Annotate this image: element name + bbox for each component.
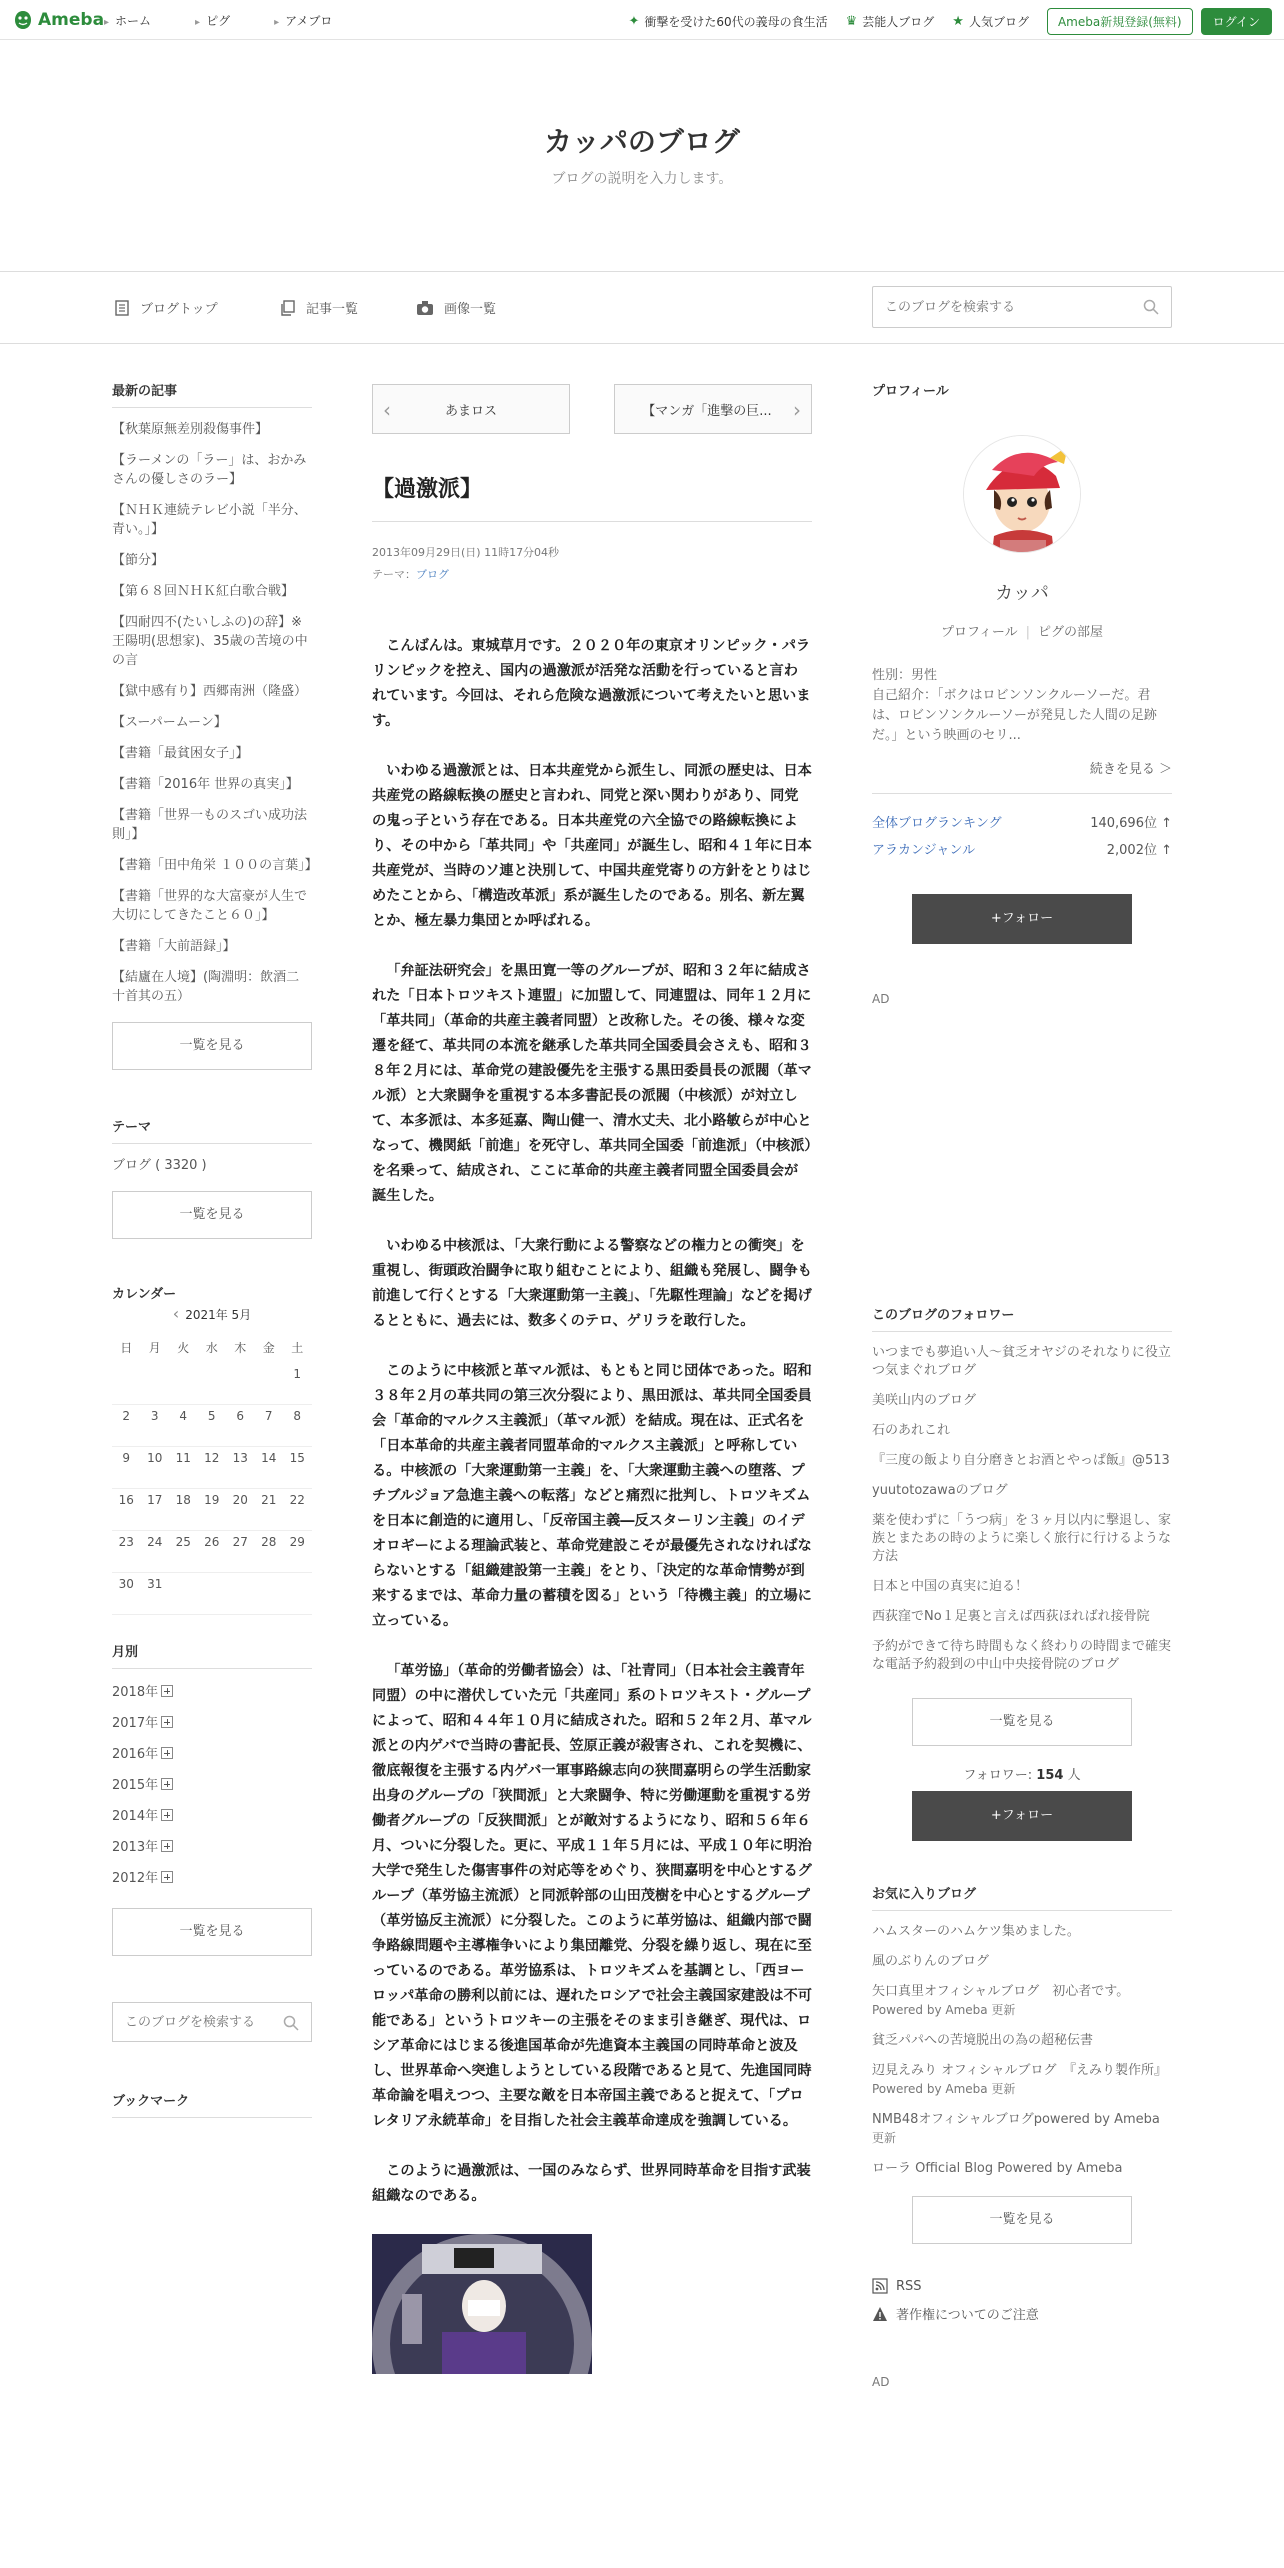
expand-plus-icon[interactable]: [161, 1778, 173, 1790]
archive-year-label: 2018年: [112, 1685, 159, 1700]
nav-home[interactable]: ▸ ホーム: [104, 14, 152, 28]
recent-entry-link[interactable]: 【四耐四不(たいしふの)の辞】※ 王陽明(思想家)、35歳の苦境の中の言: [112, 615, 316, 668]
favorite-blog-title: 矢口真里オフィシャルブログ 初心者です。: [872, 1984, 1130, 1999]
calendar-day: 26: [204, 1535, 220, 1549]
profile-links: [872, 621, 1172, 640]
sidebar-search-input[interactable]: [113, 2003, 311, 2041]
theme-item[interactable]: ブログ ( 3320 ): [112, 1158, 207, 1173]
calendar-day: 11: [175, 1451, 191, 1465]
expand-plus-icon[interactable]: [161, 1809, 173, 1821]
recent-entry-link[interactable]: 【ＮＨＫ連続テレビ小説「半分、青い。」】: [112, 503, 307, 537]
archive-year-label: 2012年: [112, 1871, 159, 1886]
copyright-notice-link[interactable]: 著作権についてのご注意: [872, 2304, 1172, 2323]
entry-paragraph: いわゆる過激派とは、日本共産党から派生し、同派の歴史は、日本共産党の路線転換の歴史と言われ、同党と深い関わりがあり、同党の鬼っ子という存在である。日本共産党の六全協での路線転換により、その中から「革共同」や「共産同」が誕生し、昭和４１年に日本共産党が、当時のソ連と決別して、中国共産党寄りの方針をとりはじめたことから、「構造改革派」系が誕生したのである。別名、新左翼とか、極左暴力集団とか呼ばれる。: [372, 763, 812, 929]
bookmark-heading: ブックマーク: [112, 2090, 312, 2118]
chevron-right-icon: ▸: [195, 17, 201, 28]
blog-title[interactable]: カッパのブログ: [544, 125, 740, 158]
entry-image[interactable]: [372, 2234, 592, 2374]
ameba-logo[interactable]: [12, 9, 104, 31]
blog-nav: [0, 272, 1284, 344]
archive-year-label: 2016年: [112, 1747, 159, 1762]
favorite-blog-updated: Powered by Ameba 更新: [872, 2003, 1016, 2017]
chevron-right-icon: ›: [793, 398, 801, 422]
header-links: [628, 8, 1272, 35]
calendar-day: 4: [179, 1409, 188, 1423]
followers-more-button[interactable]: 一覧を見る: [912, 1698, 1132, 1746]
recent-entry-link[interactable]: 【スーパームーン】: [112, 715, 227, 730]
search-icon[interactable]: [283, 2015, 299, 2031]
calendar-day: 18: [175, 1493, 191, 1507]
calendar-day: 31: [147, 1577, 163, 1591]
recent-entry-link[interactable]: 【書籍「2016年 世界の真実」】: [112, 777, 299, 792]
favorite-blog-item[interactable]: [872, 1923, 1172, 1941]
calendar-day: 5: [207, 1409, 216, 1423]
recent-entry-link[interactable]: 【書籍「世界的な大富豪が人生で大切にしてきたこと６０」】: [112, 889, 308, 923]
calendar-day: 15: [289, 1451, 305, 1465]
favorite-blog-title: 貧乏パパへの苦境脱出の為の超秘伝書: [872, 2033, 1094, 2048]
popular-blog-link[interactable]: ★ 人気ブログ: [952, 14, 1029, 29]
follower-blog-link[interactable]: 『三度の飯より自分磨きとお酒とやっぱ飯』@513: [872, 1453, 1170, 1468]
favorite-blog-item[interactable]: [872, 2062, 1172, 2099]
crown-icon: ♛: [845, 14, 858, 29]
calendar-week-row: [112, 1531, 312, 1573]
rss-link[interactable]: RSS: [872, 2278, 1172, 2294]
theme-more-button[interactable]: 一覧を見る: [112, 1191, 312, 1239]
theme-heading: テーマ: [112, 1116, 312, 1144]
archive-year-item[interactable]: [112, 1805, 312, 1824]
follower-blog-link[interactable]: 美咲山内のブログ: [872, 1393, 977, 1408]
follower-blog-link[interactable]: 西荻窪でNo１足裏と言えば西荻ほればれ接骨院: [872, 1609, 1150, 1624]
calendar-weekday: 月: [148, 1341, 161, 1355]
ranking-row: [872, 839, 1172, 858]
calendar-day: 27: [232, 1535, 248, 1549]
calendar-day: 9: [122, 1451, 131, 1465]
calendar-day: 23: [118, 1535, 134, 1549]
entry-theme: テーマ：ブログ: [372, 568, 449, 581]
calendar-week-row: [112, 1489, 312, 1531]
theme-link[interactable]: ブログ: [416, 568, 449, 581]
blog-header: [0, 40, 1284, 272]
archive-list: [112, 1681, 312, 1886]
ranking-list: [872, 812, 1172, 858]
favorite-blog-title: ローラ Official Blog Powered by Ameba: [872, 2161, 1123, 2176]
archive-year-item[interactable]: [112, 1712, 312, 1731]
calendar-weekday: 水: [205, 1341, 218, 1355]
entry-title: 【過激派】: [372, 472, 812, 522]
entry-pager: [372, 384, 812, 434]
calendar: [112, 1304, 312, 1615]
profile-continue-link[interactable]: 続きを見る ＞: [872, 758, 1172, 794]
calendar-week-row: [112, 1573, 312, 1615]
favorite-blog-updated: Powered by Ameba 更新: [872, 2082, 1016, 2096]
rss-icon: [872, 2278, 888, 2294]
entry-body: [372, 634, 812, 2209]
calendar-grid: [112, 1335, 312, 1615]
follower-blog-link[interactable]: yuutotozawaのブログ: [872, 1483, 1008, 1498]
recent-entries-heading: 最新の記事: [112, 380, 312, 408]
recent-entry-link[interactable]: 【書籍「田中角栄 １００の言葉」】: [112, 858, 318, 873]
calendar-day: 3: [150, 1409, 159, 1423]
ad-label: AD: [872, 992, 890, 1006]
expand-plus-icon[interactable]: [161, 1747, 173, 1759]
nav-pigg[interactable]: ▸ ピグ: [195, 14, 231, 28]
login-button[interactable]: ログイン: [1201, 8, 1272, 35]
ranking-name-link[interactable]: アラカンジャンル: [872, 843, 976, 858]
blog-top-link[interactable]: ブログトップ: [114, 298, 218, 317]
trend-link[interactable]: ✦ 衝撃を受けた60代の義母の食生活: [628, 14, 828, 29]
calendar-month: ‹ 2021年 5月: [172, 1304, 252, 1323]
archive-year-item[interactable]: [112, 1774, 312, 1793]
document-icon: [114, 300, 130, 316]
follower-blog-link[interactable]: いつまでも夢追い人～貧乏オヤジのそれなりに役立つ気まぐれブログ: [872, 1345, 1171, 1378]
profile-intro: 自己紹介：「ボクはロビンソンクルーソーだ。君は、ロビンソンクルーソーが発見した人間の足跡だ。」という映画のセリ...: [872, 688, 1157, 743]
recent-entry-link[interactable]: 【書籍「最貧困女子」】: [112, 746, 249, 761]
profile-info: [872, 666, 1172, 746]
chevron-left-icon: ‹: [383, 398, 391, 422]
entry-list-link[interactable]: 記事一覧: [280, 298, 358, 317]
entry-paragraph: このように中核派と革マル派は、もともと同じ団体であった。昭和３８年２月の革共同の第三次分裂により、黒田派は、革共同全国委員会「革命的マルクス主義派」（革マル派）を結成。現在は、正式名を「日本革命的共産主義者同盟革命的マルクス主義派」と呼称している。中核派の「大衆運動第一主義」を、「大衆運動主義への堕落、プチブルジョア急進主義への転落」などと痛烈に批判し、トロツキズムを日本に創造的に適用し、「反帝国主義―反スターリン主義」のイデオロギーによる理論武装と、革命党建設こそが最優先されなければならないとする「組織建設第一主義」をとり、「決定的な革命情勢が到来するまでは、革命力量の蓄積を図る」という「待機主義」的立場に立っている。: [372, 1363, 812, 1629]
entry-paragraph: こんばんは。東城草月です。２０２０年の東京オリンピック・パラリンピックを控え、国内の過激派が活発な活動を行っていると言われています。今回は、それら危険な過激派について考えたいと思います。: [372, 638, 811, 729]
blog-search-input[interactable]: [873, 287, 1171, 327]
ranking-value: 140,696位 ↑: [1090, 816, 1172, 831]
star-icon: ★: [952, 14, 964, 29]
calendar-day: 17: [147, 1493, 163, 1507]
global-header: [0, 0, 1284, 40]
calendar-day: 29: [289, 1535, 305, 1549]
calendar-day: 19: [204, 1493, 220, 1507]
recent-entry-link[interactable]: 【結廬在人境】(陶淵明：飲酒二十首其の五）: [112, 970, 300, 1004]
calendar-weekday: 土: [291, 1341, 304, 1355]
chevron-right-icon: ▸: [274, 17, 280, 28]
calendar-day: 12: [204, 1451, 220, 1465]
recent-more-button[interactable]: 一覧を見る: [112, 1022, 312, 1070]
archive-year-label: 2017年: [112, 1716, 159, 1731]
calendar-day: 25: [175, 1535, 191, 1549]
calendar-day: 28: [261, 1535, 277, 1549]
calendar-day: 16: [118, 1493, 134, 1507]
archive-year-label: 2014年: [112, 1809, 159, 1824]
calendar-day: 30: [118, 1577, 134, 1591]
recent-entry-link[interactable]: 【第６８回ＮＨＫ紅白歌合戦】: [112, 584, 295, 599]
image-list-link[interactable]: 画像一覧: [416, 298, 496, 317]
entry-paragraph: 「弁証法研究会」を黒田寛一等のグループが、昭和３２年に結成された「日本トロツキスト連盟」に加盟して、同連盟は、同年１２月に「革共同」（革命的共産主義者同盟）と改称した。その後、様々な変遷を経て、革共同の本流を継承した革共同全国委員会さえも、昭和３８年２月には、革命党の建設優先を主張する黒田委員長の派閥（革マル派）と大衆闘争を重視する本多書記長の派閥（中核派）が対立して、本多派は、本多延嘉、陶山健一、清水丈夫、北小路敏らが中心となって、機関紙「前進」を死守し、革共同全国委「前進派」（中核派）を名乗って、結成され、ここに革命的共産主義者同盟全国委員会が誕生した。: [372, 963, 812, 1204]
logo-text: Ameba: [38, 10, 105, 30]
calendar-day: 20: [232, 1493, 248, 1507]
recent-entries-list: [112, 420, 318, 1006]
favorites-more-button[interactable]: 一覧を見る: [912, 2196, 1132, 2244]
follow-button[interactable]: +フォロー: [912, 894, 1132, 944]
pigg-room-link[interactable]: ピグの部屋: [1038, 625, 1104, 640]
sparkle-icon: ✦: [628, 14, 640, 29]
recent-entry-link[interactable]: 【節分】: [112, 553, 165, 568]
followers-heading: このブログのフォロワー: [872, 1304, 1172, 1332]
expand-plus-icon[interactable]: [161, 1840, 173, 1852]
favorite-blog-item[interactable]: [872, 2111, 1172, 2148]
article: [372, 384, 812, 2374]
celebrity-blog-link[interactable]: ♛ 芸能人ブログ: [845, 14, 935, 29]
entry-date: 2013年09月29日(日) 11時17分04秒: [372, 546, 560, 559]
archive-year-item[interactable]: [112, 1836, 312, 1855]
calendar-day: 8: [293, 1409, 302, 1423]
follower-blog-link[interactable]: 日本と中国の真実に迫る！: [872, 1579, 1029, 1594]
entry-meta: [372, 542, 812, 586]
favorite-blog-title: 辺見えみり オフィシャルブログ 『えみり製作所』: [872, 2063, 1167, 2078]
profile-link[interactable]: プロフィール: [940, 625, 1018, 640]
calendar-day: 22: [289, 1493, 305, 1507]
prev-entry-link[interactable]: ‹ あまロス: [372, 384, 570, 434]
calendar-week-row: [112, 1405, 312, 1447]
recent-entry-link[interactable]: 【書籍「世界一ものスゴい成功法則」】: [112, 808, 308, 842]
favorites-heading: お気に入りブログ: [872, 1883, 1172, 1911]
calendar-weekday-row: [112, 1335, 312, 1363]
expand-plus-icon[interactable]: [161, 1716, 173, 1728]
recent-entry-link[interactable]: 【獄中感有り】西郷南洲（隆盛）: [112, 684, 308, 699]
archive-more-button[interactable]: 一覧を見る: [112, 1908, 312, 1956]
calendar-day: 21: [261, 1493, 277, 1507]
ranking-row: [872, 812, 1172, 831]
follower-blog-link[interactable]: 薬を使わずに「うつ病」を３ヶ月以内に撃退し、家族とまたあの時のように楽しく旅行に行けるような方法: [872, 1513, 1172, 1564]
avatar-illustration: [964, 436, 1081, 553]
right-sidebar: [872, 380, 1172, 2389]
profile-name: カッパ: [995, 583, 1049, 604]
recent-entry-link[interactable]: 【書籍「大前語録」】: [112, 939, 236, 954]
chevron-right-icon: ▸: [104, 17, 110, 28]
favorite-blog-item[interactable]: [872, 2160, 1172, 2178]
ranking-name-link[interactable]: 全体ブログランキング: [872, 816, 1002, 831]
camera-icon: [416, 300, 434, 316]
follower-blog-link[interactable]: 石のあれこれ: [872, 1423, 951, 1438]
archive-year-item[interactable]: [112, 1681, 312, 1700]
global-nav: [104, 12, 376, 29]
recent-entry-link[interactable]: 【ラーメンの「ラー」は、おかみさんの優しさのラー】: [112, 453, 307, 487]
archive-year-label: 2015年: [112, 1778, 159, 1793]
favorite-blog-item[interactable]: [872, 2032, 1172, 2050]
follower-count: フォロワー: 154 人: [963, 1768, 1081, 1783]
profile-gender: 性別：男性: [872, 668, 938, 683]
next-entry-link[interactable]: 【マンガ「進撃の巨... ›: [614, 384, 812, 434]
calendar-weekday: 金: [262, 1341, 275, 1355]
entry-paragraph: いわゆる中核派は、「大衆行動による警察などの権力との衝突」を重視し、街頭政治闘争に取り組むことにより、組織も発展し、闘争も前進して行くとする「大衆運動第一主義」、「先駆性理論」などを掲げるとともに、過去には、数多くのテロ、ゲリラを敢行した。: [372, 1238, 812, 1329]
favorite-blog-title: ハムスターのハムケツ集めました。: [872, 1924, 1080, 1939]
calendar-week-row: [112, 1447, 312, 1489]
avatar[interactable]: [963, 435, 1081, 553]
calendar-weekday: 木: [234, 1341, 247, 1355]
entry-paragraph: このように過激派は、一国のみならず、世界同時革命を目指す武装組織なのである。: [372, 2163, 811, 2204]
search-icon[interactable]: [1143, 299, 1159, 315]
calendar-day: 7: [264, 1409, 273, 1423]
blog-description: ブログの説明を入力します。: [551, 171, 733, 187]
calendar-day: 14: [261, 1451, 277, 1465]
calendar-day: 6: [236, 1409, 245, 1423]
calendar-heading: カレンダー: [112, 1287, 177, 1302]
expand-plus-icon[interactable]: [161, 1685, 173, 1697]
follower-blog-link[interactable]: 予約ができて待ち時間もなく終わりの時間まで確実な電話予約殺到の中山中央接骨院のブログ: [872, 1639, 1172, 1672]
recent-entry-link[interactable]: 【秋葉原無差別殺傷事件】: [112, 422, 269, 437]
archive-year-label: 2013年: [112, 1840, 159, 1855]
blog-search-box: [872, 286, 1172, 328]
profile-heading: プロフィール: [872, 384, 949, 399]
register-button[interactable]: Ameba新規登録(無料): [1047, 8, 1193, 35]
favorite-blog-title: NMB48オフィシャルブログpowered by Ameba: [872, 2112, 1160, 2127]
favorite-blog-item[interactable]: [872, 1953, 1172, 1971]
favorites-list: [872, 1923, 1172, 2178]
follow-button-2[interactable]: +フォロー: [912, 1791, 1132, 1841]
chevron-left-icon[interactable]: ‹: [172, 1304, 180, 1323]
calendar-weekday: 火: [177, 1341, 190, 1355]
expand-plus-icon[interactable]: [161, 1871, 173, 1883]
calendar-day: 10: [147, 1451, 163, 1465]
separator: |: [1025, 625, 1031, 640]
ad-label-2: AD: [872, 2375, 890, 2389]
calendar-day: 1: [293, 1367, 302, 1381]
ameba-logo-icon: [12, 9, 34, 31]
calendar-day: 13: [232, 1451, 248, 1465]
favorite-blog-title: 風のぶりんのブログ: [872, 1954, 990, 1969]
copy-icon: [280, 300, 296, 316]
favorite-blog-updated: 更新: [872, 2131, 897, 2145]
calendar-week-row: [112, 1363, 312, 1405]
archive-year-item[interactable]: [112, 1743, 312, 1762]
nav-ameblo[interactable]: ▸ アメブロ: [274, 14, 333, 28]
calendar-day: 2: [122, 1409, 131, 1423]
calendar-weekday: 日: [120, 1341, 133, 1355]
archive-heading: 月別: [112, 1641, 312, 1669]
sidebar-search-box: [112, 2002, 312, 2042]
calendar-day: 24: [147, 1535, 163, 1549]
entry-paragraph: 「革労協」（革命的労働者協会）は、「社青同」（日本社会主義青年同盟）の中に潜伏していた元「共産同」系のトロツキスト・グループによって、昭和４４年１０月に結成された。昭和５２年２月、革マル派との内ゲバで当時の書記長、笠原正義が殺害され、これを契機に、徹底報復を主張する内ゲバ一軍事路線志向の狭間嘉明らの学生活動家出身のグループの「狭間派」と大衆闘争、特に労働運動を重視する労働者グループの「反狭間派」とが敵対するようになり、昭和５６年６月、ついに分裂した。更に、平成１１年５月には、平成１０年に明治大学で発生した傷害事件の対応等をめぐり、狭間嘉明を中心とするグループ（革労協主流派）と同派幹部の山田茂樹を中心とするグループ（革労協反主流派）に分裂した。このように革労協は、組織内部で闘争路線問題や主導権争いにより集団離党、分裂を繰り返し、現在に至っているのである。革労協系は、トロツキズムを基調とし、「西ヨーロッパ革命の勝利以前には、遅れたロシアで社会主義国家建設は不可能である」というトロツキーの主張をそのまま引き継ぎ、現代は、ロシア革命にはじまる後進国革命が先進資本主義国の同時革命と波及し、世界革命へ突進しようとしている段階であると見て、先進国同時革命論を唱えつつ、主要な敵を日本帝国主義であると捉えて、「プロレタリア永続革命」を目指した社会主義革命達成を強調している。: [372, 1663, 812, 2129]
ranking-value: 2,002位 ↑: [1106, 843, 1172, 858]
left-sidebar: [112, 380, 318, 2118]
activist-photo: [372, 2234, 592, 2374]
archive-year-item[interactable]: [112, 1867, 312, 1886]
favorite-blog-item[interactable]: [872, 1983, 1172, 2020]
warning-icon: [872, 2306, 888, 2322]
followers-list: [872, 1344, 1172, 1674]
